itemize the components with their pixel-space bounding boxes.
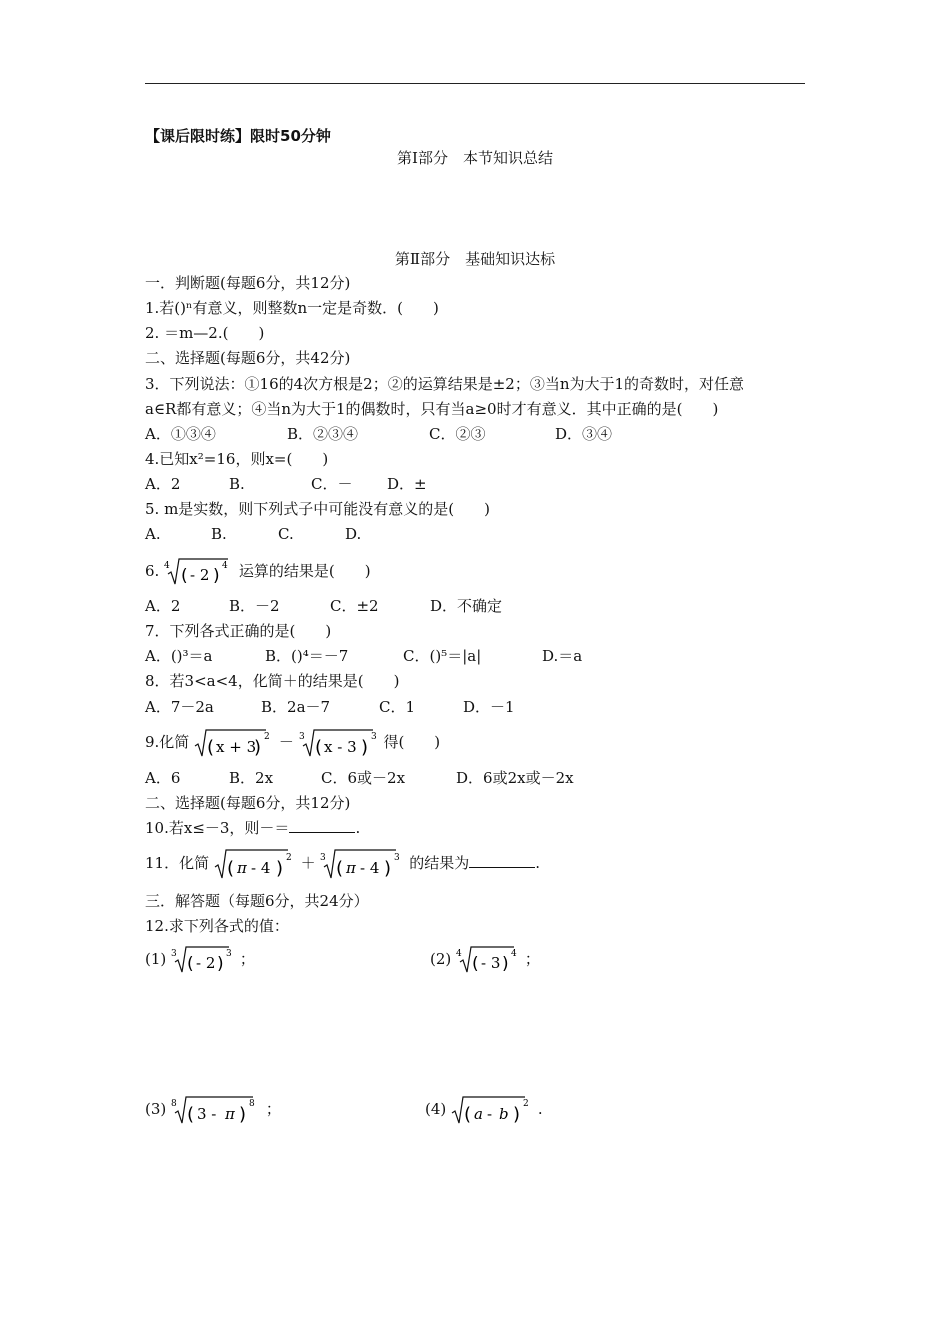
option-d: D. [345,525,362,543]
answer-blank[interactable] [469,853,535,868]
svg-text:π: π [236,859,247,877]
svg-text:): ) [254,737,262,758]
svg-text:(: ( [187,1104,195,1125]
svg-text:4: 4 [456,949,462,959]
svg-text:): ) [513,1104,521,1125]
svg-text:4: 4 [511,949,517,959]
option-d: D．6或2x或－2x [456,769,574,787]
option-b: B．2a－7 [261,698,331,716]
option-a: A．7－2a [145,698,214,716]
question-3-line1: 3．下列说法：①16的4次方根是2；②的运算结果是±2；③当n为大于1的奇数时，对任意 [145,375,745,393]
question-7: 7．下列各式正确的是( ) [145,622,332,640]
svg-text:(: ( [336,858,344,879]
option-c: C．±2 [330,597,379,615]
question-5-options [145,524,361,544]
svg-text:): ) [217,954,224,974]
part-1-end: ； [239,950,255,968]
svg-text:2: 2 [264,732,270,742]
question-9-mid: － [278,733,294,751]
question-10 [145,818,360,838]
svg-text:- 2: - 2 [190,566,210,584]
question-1: 1.若()ⁿ有意义，则整数n一定是奇数．( ) [145,299,439,317]
part1-heading: 第Ⅰ部分 本节知识总结 [397,149,553,167]
svg-text:x + 3: x + 3 [216,738,257,756]
part-2-label: (2) [430,950,452,968]
radical-expression [171,1094,261,1126]
page-title: 【课后限时练】限时50分钟 [145,127,331,145]
question-9-suffix: 得( ) [383,733,441,751]
option-c: C. [278,525,294,543]
option-a: A．2 [145,475,181,493]
svg-text:3: 3 [226,949,232,959]
question-9-prefix: 9.化简 [145,733,190,751]
svg-text:π: π [225,1105,235,1123]
option-c: C．()⁵＝|a| [403,647,482,665]
section3-heading: 二、选择题(每题6分，共12分) [145,794,351,812]
option-c: C．②③ [429,425,486,443]
question-9 [145,726,440,759]
svg-text:- 3: - 3 [481,954,501,972]
question-6-options [145,596,502,616]
question-6 [145,556,371,587]
option-b: B. [211,525,227,543]
question-3-options [145,424,612,444]
answer-blank[interactable] [289,818,355,833]
option-c: C．6或－2x [321,769,406,787]
section2-heading: 二、选择题(每题6分，共42分) [145,349,351,367]
svg-text:3: 3 [320,853,327,863]
part-2-end: ； [524,950,540,968]
svg-text:x - 3: x - 3 [323,738,357,756]
svg-text:8: 8 [249,1099,255,1109]
option-a: A．6 [145,769,181,787]
option-a: A. [145,525,161,543]
svg-text:8: 8 [171,1099,177,1109]
svg-text:): ) [360,737,368,758]
top-rule [145,83,805,84]
svg-text:- 4: - 4 [360,859,380,877]
option-c: C．1 [379,698,416,716]
svg-text:2: 2 [285,853,292,863]
part-1-label: (1) [145,950,167,968]
question-4: 4.已知x²=16，则x=( ) [145,450,329,468]
question-11 [145,846,540,881]
svg-text:- 2: - 2 [196,954,216,972]
radical-expression [320,847,404,881]
radical-expression [451,1094,533,1126]
option-d: D．不确定 [430,597,503,615]
section1-heading: 一．判断题(每题6分，共12分) [145,274,351,292]
question-6-prefix: 6. [145,562,160,580]
svg-text:): ) [502,954,509,974]
question-6-suffix: 运算的结果是( ) [238,562,371,580]
part2-heading: 第Ⅱ部分 基础知识达标 [394,250,556,268]
svg-text:2: 2 [523,1099,529,1109]
radical-expression [456,945,520,975]
svg-text:a: a [474,1105,483,1123]
option-d: D．－1 [463,698,515,716]
question-11-prefix: 11．化简 [145,854,210,872]
question-11-suffix: 的结果为 [409,854,470,872]
option-a: A．①③④ [145,425,216,443]
question-8-options [145,697,515,717]
question-7-options [145,646,582,666]
radical-expression [214,847,296,881]
part-4-end: . [537,1100,543,1118]
svg-text:(: ( [181,566,188,586]
question-12: 12.求下列各式的值： [145,917,289,935]
svg-text:4: 4 [164,561,170,571]
option-b: B．②③④ [287,425,359,443]
svg-text:): ) [275,858,283,879]
svg-text:π: π [346,859,357,877]
svg-text:(: ( [187,954,194,974]
svg-text:3: 3 [370,732,377,742]
svg-text:(: ( [472,954,479,974]
part-4 [425,1093,543,1126]
question-10-text: 10.若x≤－3，则－＝ [145,819,290,837]
question-8: 8．若3<a<4，化简＋的结果是( ) [145,672,400,690]
option-a: A．2 [145,597,181,615]
option-b: B．－2 [229,597,280,615]
question-4-options [145,474,427,494]
svg-text:3: 3 [298,732,305,742]
svg-text:3: 3 [171,949,177,959]
radical-expression [171,945,235,975]
svg-text:(: ( [207,737,215,758]
part-2 [430,944,540,975]
question-2: 2. ＝m—2.( ) [145,324,265,342]
svg-text:): ) [239,1104,247,1125]
part-3 [145,1093,281,1126]
option-b: B．2x [229,769,274,787]
part-1 [145,944,255,975]
option-d: D.＝a [542,647,583,665]
option-b: B. [229,475,245,493]
radical-expression [194,727,274,759]
svg-text:): ) [213,566,220,586]
question-3-line2: a∈R都有意义；④当n为大于1的偶数时，只有当a≥0时才有意义．其中正确的是( ) [145,400,719,418]
option-a: A．()³＝a [145,647,213,665]
svg-text:- 4: - 4 [250,859,271,877]
part-3-label: (3) [145,1100,167,1118]
svg-text:(: ( [464,1104,472,1125]
question-10-end: . [355,819,361,837]
svg-text:(: ( [314,737,322,758]
option-d: D．± [387,475,427,493]
question-5: 5. m是实数，则下列式子中可能没有意义的是( ) [145,500,491,518]
part-3-end: ； [265,1100,281,1118]
option-d: D．③④ [555,425,613,443]
svg-text:): ) [384,858,392,879]
section4-heading: 三．解答题（每题6分，共24分） [145,892,369,910]
option-b: B．()⁴＝－7 [265,647,349,665]
question-9-options [145,768,574,788]
svg-text:(: ( [226,858,234,879]
svg-text:-: - [487,1105,493,1123]
question-11-mid: ＋ [300,854,316,872]
option-c: C．－ [311,475,353,493]
svg-text:3: 3 [394,853,401,863]
question-11-end: . [535,854,541,872]
radical-expression [299,727,379,759]
svg-text:3 -: 3 - [197,1105,217,1123]
part-4-label: (4) [425,1100,447,1118]
svg-text:4: 4 [222,561,228,571]
radical-expression [164,557,234,587]
svg-text:b: b [499,1105,509,1123]
